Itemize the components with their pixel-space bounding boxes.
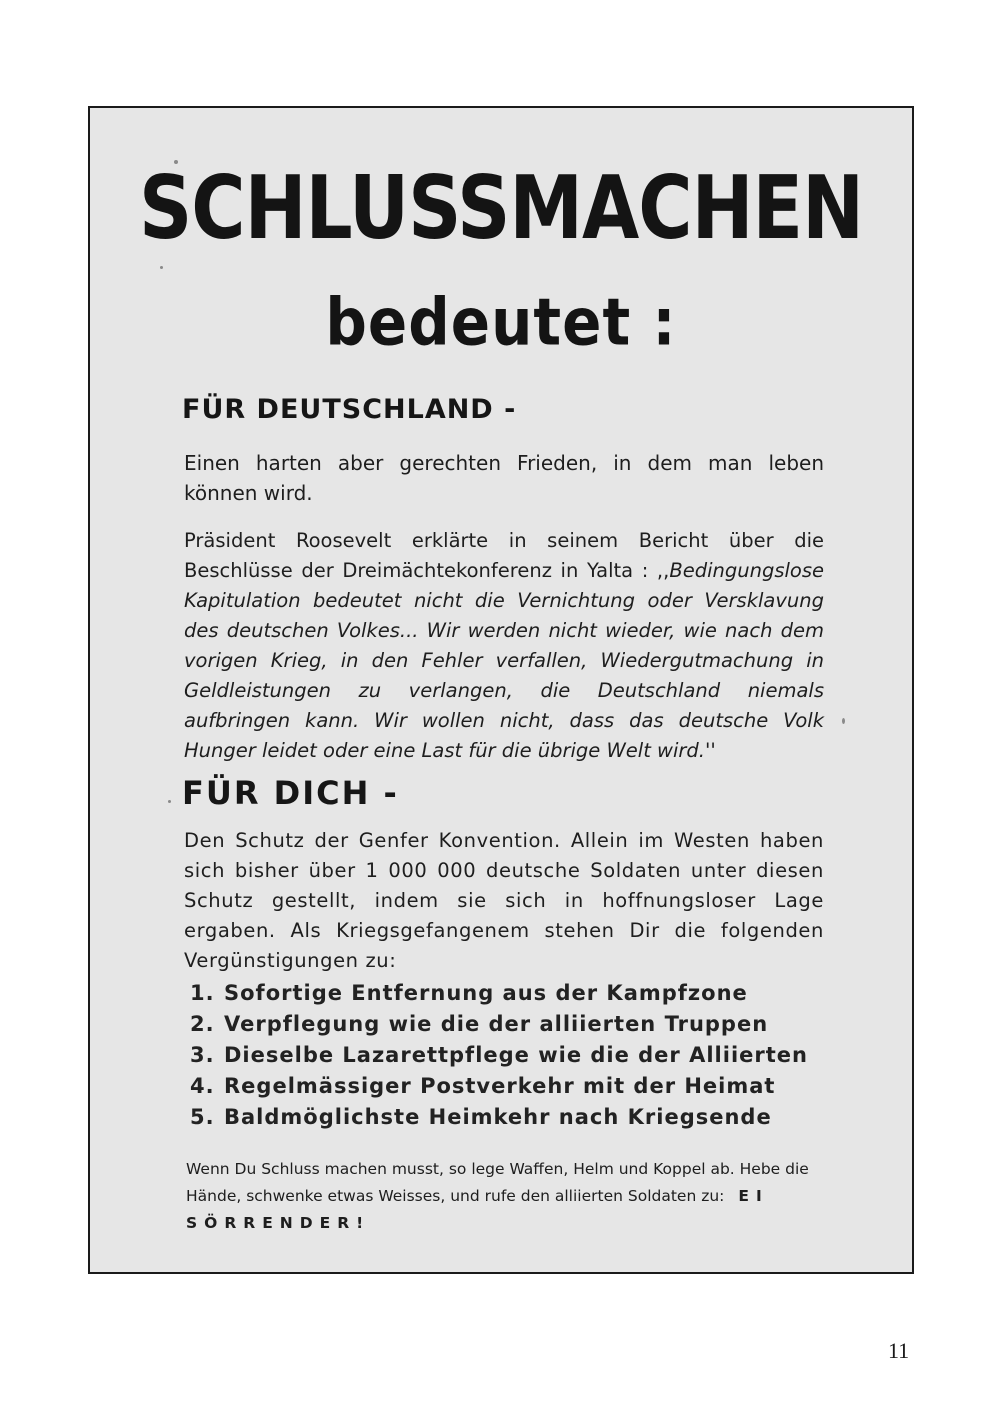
list-item: [190, 1071, 830, 1102]
quote-text: Bedingungslose Kapitulation bedeutet nicht die Vernichtung oder Versklavung des deutschen Volkes... Wir werden nicht wieder, wie nach dem vorigen Krieg, in den Fehler verfallen, Wiedergutmachung in Geldleistungen zu verlangen, die Deutschland niemals aufbringen kann. Wir wollen nicht, dass das deutsche Volk Hunger leidet oder eine Last für die übrige Welt wird.'': [184, 559, 824, 762]
leaflet: [90, 108, 912, 1272]
speck: [842, 718, 845, 724]
list-item-number: 3.: [190, 1043, 215, 1067]
list-item-number: 1.: [190, 981, 215, 1005]
list-item-text: Regelmässiger Postverkehr mit der Heimat: [224, 1074, 776, 1098]
list-item: [190, 1009, 830, 1040]
list-item: [190, 1102, 830, 1133]
closing-text: Wenn Du Schluss machen musst, so lege Waffen, Helm und Koppel ab. Hebe die Hände, schwenke etwas Weisses, und rufe den alliierten Soldaten zu:: [186, 1160, 809, 1205]
section-heading-germany: FÜR DEUTSCHLAND -: [182, 394, 517, 425]
list-item: [190, 1040, 830, 1071]
list-item-text: Dieselbe Lazarettpflege wie die der Alliierten: [224, 1043, 808, 1067]
list-item-number: 4.: [190, 1074, 215, 1098]
benefits-list: [190, 978, 830, 1133]
list-item-text: Sofortige Entfernung aus der Kampfzone: [224, 981, 748, 1005]
section-paragraph-you: Den Schutz der Genfer Konvention. Allein im Westen haben sich bisher über 1 000 000 deutsche Soldaten unter diesen Schutz gestellt, indem sie sich in hoffnungsloser Lage ergaben. Als Kriegsgefangenem stehen Dir die folgenden Vergünstigungen zu:: [184, 829, 824, 972]
speck: [160, 266, 163, 269]
roosevelt-quote: [184, 526, 824, 766]
closing-instructions: [186, 1156, 824, 1237]
speck: [168, 800, 171, 803]
leaflet-title: SCHLUSSMACHEN: [138, 158, 864, 260]
leaflet-subtitle: bedeutet :: [325, 284, 677, 361]
surrender-phrase: EI SÖRRENDER!: [186, 1187, 769, 1232]
list-item-text: Baldmöglichste Heimkehr nach Kriegsende: [224, 1105, 772, 1129]
section-paragraph-germany: Einen harten aber gerechten Frieden, in dem man leben können wird.: [184, 451, 824, 505]
list-item: [190, 978, 830, 1009]
quote-intro: Präsident Roosevelt erklärte in seinem Bericht über die Beschlüsse der Dreimächtekonferenz in Yalta : ,,: [184, 529, 824, 582]
page-number: 11: [888, 1338, 910, 1363]
list-item-text: Verpflegung wie die der alliierten Truppen: [224, 1012, 769, 1036]
section-heading-you: FÜR DICH -: [182, 774, 399, 812]
list-item-number: 5.: [190, 1105, 215, 1129]
list-item-number: 2.: [190, 1012, 215, 1036]
leaflet-frame: [88, 106, 914, 1274]
